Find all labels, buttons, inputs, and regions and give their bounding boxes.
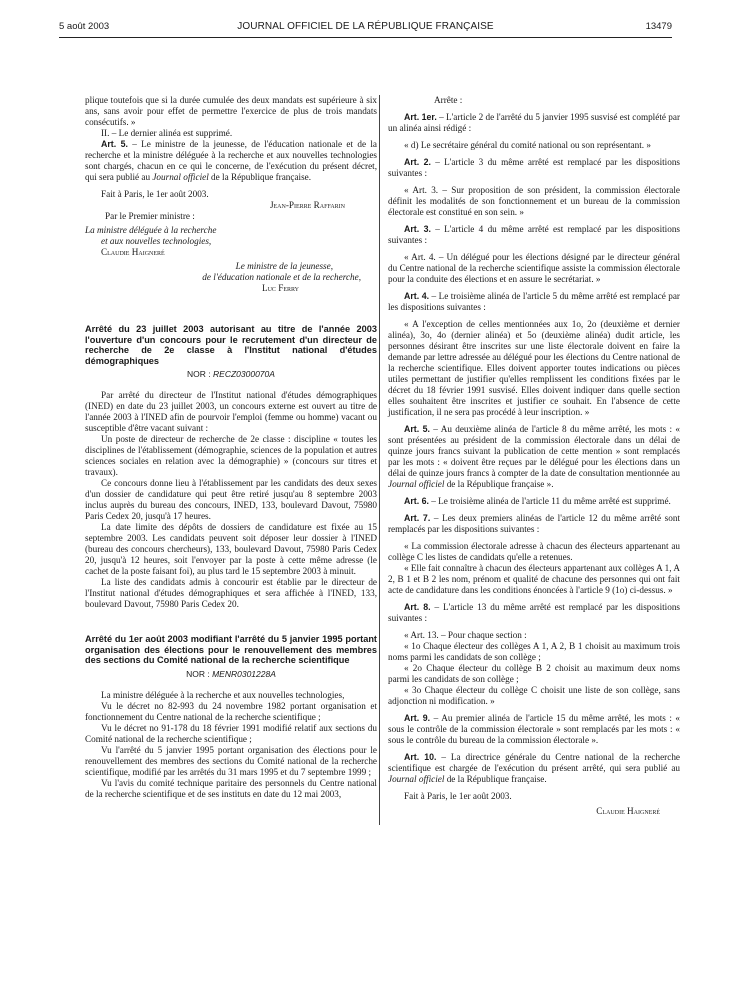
page-header	[59, 21, 672, 37]
quote: « La commission électorale adresse à chacun des électeurs appartenant au collège C les listes de candidats qu'elle a retenues.	[388, 541, 680, 562]
signature-haignere: Claudie Haigneré	[596, 806, 660, 816]
paragraph: Un poste de directeur de recherche de 2e classe : discipline « toutes les disciplines de l'établissement (démographie, sciences de la population et autres sciences sociales en relation avec la démographie) » (concours sur titres et travaux).	[85, 434, 377, 477]
signature-raffarin: Jean-Pierre Raffarin	[269, 200, 345, 210]
quote: « Art. 13. – Pour chaque section :	[404, 630, 527, 640]
quote: « 3o Chaque électeur du collège C choisit une liste de son collège, sans adjonction ni modification. »	[388, 685, 680, 706]
quote: « Art. 4. – Un délégué pour les élections désigné par le directeur général du Centre national de la recherche scientifique assiste la commission électorale pour la conduite des élections et en assure le secrétariat. »	[388, 252, 680, 284]
article-6: Art. 6. – Le troisième alinéa de l'article 11 du même arrêté est supprimé.	[404, 496, 671, 506]
article-2: Art. 2. – L'article 3 du même arrêté est remplacé par les dispositions suivantes :	[388, 157, 680, 178]
quote: « 1o Chaque électeur des collèges A 1, A 2, B 1 choisit au maximum trois noms parmi les candidats de son collège ;	[388, 641, 680, 662]
paragraph: La liste des candidats admis à concourir est établie par le directeur de l'Institut national d'études démographiques et sera affichée à l'INED, 133, boulevard Davout, 75980 Paris Cedex 20.	[85, 577, 377, 609]
article-5: Art. 5. – Au deuxième alinéa de l'article 8 du même arrêté, les mots : « sont présentées au président de la commission électorale dans un délai de quinze jours francs suivant la publication de cette mention » sont remplacés par les mots : « doivent être reçues par le délégué pour les élections dans un délai de quinze jours francs à compter de la date de consultation mentionnée au Journal officiel de la République française ».	[388, 424, 680, 489]
article-3: Art. 3. – L'article 4 du même arrêté est remplacé par les dispositions suivantes :	[388, 224, 680, 245]
arrete-1-title: Arrêté du 23 juillet 2003 autorisant au titre de l'année 2003 l'ouverture d'un concours pour le recrutement d'un directeur de recherche de 2e classe à l'Institut national d'études démographiques	[85, 324, 377, 366]
quote: « Elle fait connaître à chacun des électeurs appartenant aux collèges A 1, A 2, B 1 et B 2 les nom, prénom et qualité de chacune des personnes qui ont fait acte de candidature dans les conditions énoncées à l'article 9 (1o) ci-dessus. »	[388, 563, 680, 595]
ministre-deleguee-line1: La ministre déléguée à la recherche	[85, 225, 217, 235]
signature-ferry: Luc Ferry	[261, 283, 299, 293]
signature-haignere: Claudie Haigneré	[101, 247, 165, 257]
quote: « A l'exception de celles mentionnées aux 1o, 2o (deuxième et dernier alinéa), 3o, 4o (dernier alinéa) et 5o (deuxième alinéa) dudit article, les personnes désirant être inscrites sur une liste électorale doivent en faire la demande par lettre adressée au délégué pour les élections du Centre national de la recherche scientifique. Elles doivent apporter toutes indications ou pièces utiles permettant de justifier qu'elles remplissent les conditions fixées par le décret du 18 février 1991 susvisé. Elles doivent indiquer dans quelle section elles souhaitent être inscrites et justifier ce souhait. En l'absence de cette justification, il ne sera pas procédé à leur inscription. »	[388, 319, 680, 417]
article-8: Art. 8. – L'article 13 du même arrêté est remplacé par les dispositions suivantes :	[388, 602, 680, 623]
quote: « Art. 3. – Sur proposition de son président, la commission électorale définit les modalités de son fonctionnement et un bureau de la commission électorale est constitué en son sein. »	[388, 185, 680, 217]
quote: « d) Le secrétaire général du comité national ou son représentant. »	[404, 140, 651, 150]
article-9: Art. 9. – Au premier alinéa de l'article 15 du même arrêté, les mots : « sous le contrôle de la commission électorale » sont remplacés par les mots : « sous le contrôle du bureau de la commission électorale ».	[388, 713, 680, 745]
par-premier-ministre: Par le Premier ministre :	[105, 211, 195, 221]
right-column	[388, 95, 680, 817]
header-title: JOURNAL OFFICIEL DE LA RÉPUBLIQUE FRANÇAISE	[237, 21, 494, 32]
left-column	[85, 95, 377, 800]
arrete-2-nor: NOR : MENR0301228A	[186, 668, 276, 679]
article-10: Art. 10. – La directrice générale du Centre national de la recherche scientifique est chargée de l'exécution du présent arrêté, qui sera publié au Journal officiel de la République française.	[388, 752, 680, 784]
paragraph: Vu le décret no 91-178 du 18 février 1991 modifié relatif aux sections du Comité national de la recherche scientifique ;	[85, 722, 377, 744]
arrete-2-title: Arrêté du 1er août 2003 modifiant l'arrêté du 5 janvier 1995 portant organisation des élections pour le renouvellement des membres des sections du Comité national de la recherche scientifique	[85, 634, 377, 665]
arrete-1-nor: NOR : RECZ0300070A	[187, 369, 275, 379]
paragraph: Ce concours donne lieu à l'établissement par les candidats des deux sexes d'un dossier de candidature qui peut être retiré jusqu'au 8 septembre 2003 inclus auprès du bureau des concours, INED, 133, boulevard Davout, 75980 Paris Cedex 20, jusqu'à 17 heures.	[85, 478, 377, 521]
paragraph: Vu le décret no 82-993 du 24 novembre 1982 portant organisation et fonctionnement du Centre national de la recherche scientifique ;	[85, 700, 377, 722]
paragraph: II. – Le dernier alinéa est supprimé.	[101, 128, 233, 138]
paragraph: La date limite des dépôts de dossiers de candidature est fixée au 15 septembre 2003. Les candidats peuvent soit déposer leur dossier à l'INED (bureau des concours chercheurs), 133, boulevard Davout, 75980 Paris Cedex 20, jusqu'à 12 heures, soit l'envoyer par la poste à cette même adresse (le cachet de la poste faisant foi), au plus tard le 15 septembre 2003 à minuit.	[85, 522, 377, 576]
ministre-deleguee-line2: et aux nouvelles technologies,	[101, 236, 212, 246]
arrete-heading: Arrête :	[434, 95, 463, 105]
header-rule	[59, 37, 672, 38]
article-4: Art. 4. – Le troisième alinéa de l'article 5 du même arrêté est remplacé par les dispositions suivantes :	[388, 291, 680, 312]
ministre-jeunesse-line1: Le ministre de la jeunesse,	[235, 261, 333, 271]
paragraph: La ministre déléguée à la recherche et aux nouvelles technologies,	[101, 689, 345, 700]
column-divider	[379, 95, 380, 825]
paragraph: Vu l'arrêté du 5 janvier 1995 portant organisation des élections pour le renouvellement des membres des sections du Comité national de la recherche scientifique, modifié par les arrêtés du 31 mars 1995 et du 7 septembre 1999 ;	[85, 744, 377, 777]
article-7: Art. 7. – Les deux premiers alinéas de l'article 12 du même arrêté sont remplacés par les dispositions suivantes :	[388, 513, 680, 534]
fait-a-paris: Fait à Paris, le 1er août 2003.	[404, 791, 512, 801]
fait-a-paris: Fait à Paris, le 1er août 2003.	[101, 189, 209, 199]
ministre-jeunesse-line2: de l'éducation nationale et de la recherche,	[202, 272, 361, 282]
paragraph: Par arrêté du directeur de l'Institut national d'études démographiques (INED) en date du 23 juillet 2003, un concours externe est ouvert au titre de l'année 2003 à l'INED afin de pourvoir l'emploi (femme ou homme) vacant ou susceptible d'être vacant suivant :	[85, 390, 377, 433]
quote: « 2o Chaque électeur du collège B 2 choisit au maximum deux noms parmi les candidats de son collège ;	[388, 663, 680, 684]
article-5: Art. 5. – Le ministre de la jeunesse, de l'éducation nationale et de la recherche et la ministre déléguée à la recherche et aux nouvelles technologies sont chargés, chacun en ce qui le concerne, de l'exécution du présent décret, qui sera publié au Journal officiel de la République française.	[85, 139, 377, 182]
article-label: Art. 5.	[101, 139, 128, 149]
article-1: Art. 1er. – L'article 2 de l'arrêté du 5 janvier 1995 susvisé est complété par un alinéa ainsi rédigé :	[388, 112, 680, 133]
header-date: 5 août 2003	[59, 21, 110, 32]
paragraph: Vu l'avis du comité technique paritaire des personnels du Centre national de la recherche scientifique et de ses instituts en date du 12 mai 2003,	[85, 777, 377, 799]
paragraph: plique toutefois que si la durée cumulée des deux mandats est supérieure à six ans, sans avoir pour effet de permettre l'exercice de plus de trois mandats consécutifs. »	[85, 95, 377, 127]
header-page-number: 13479	[645, 21, 672, 32]
